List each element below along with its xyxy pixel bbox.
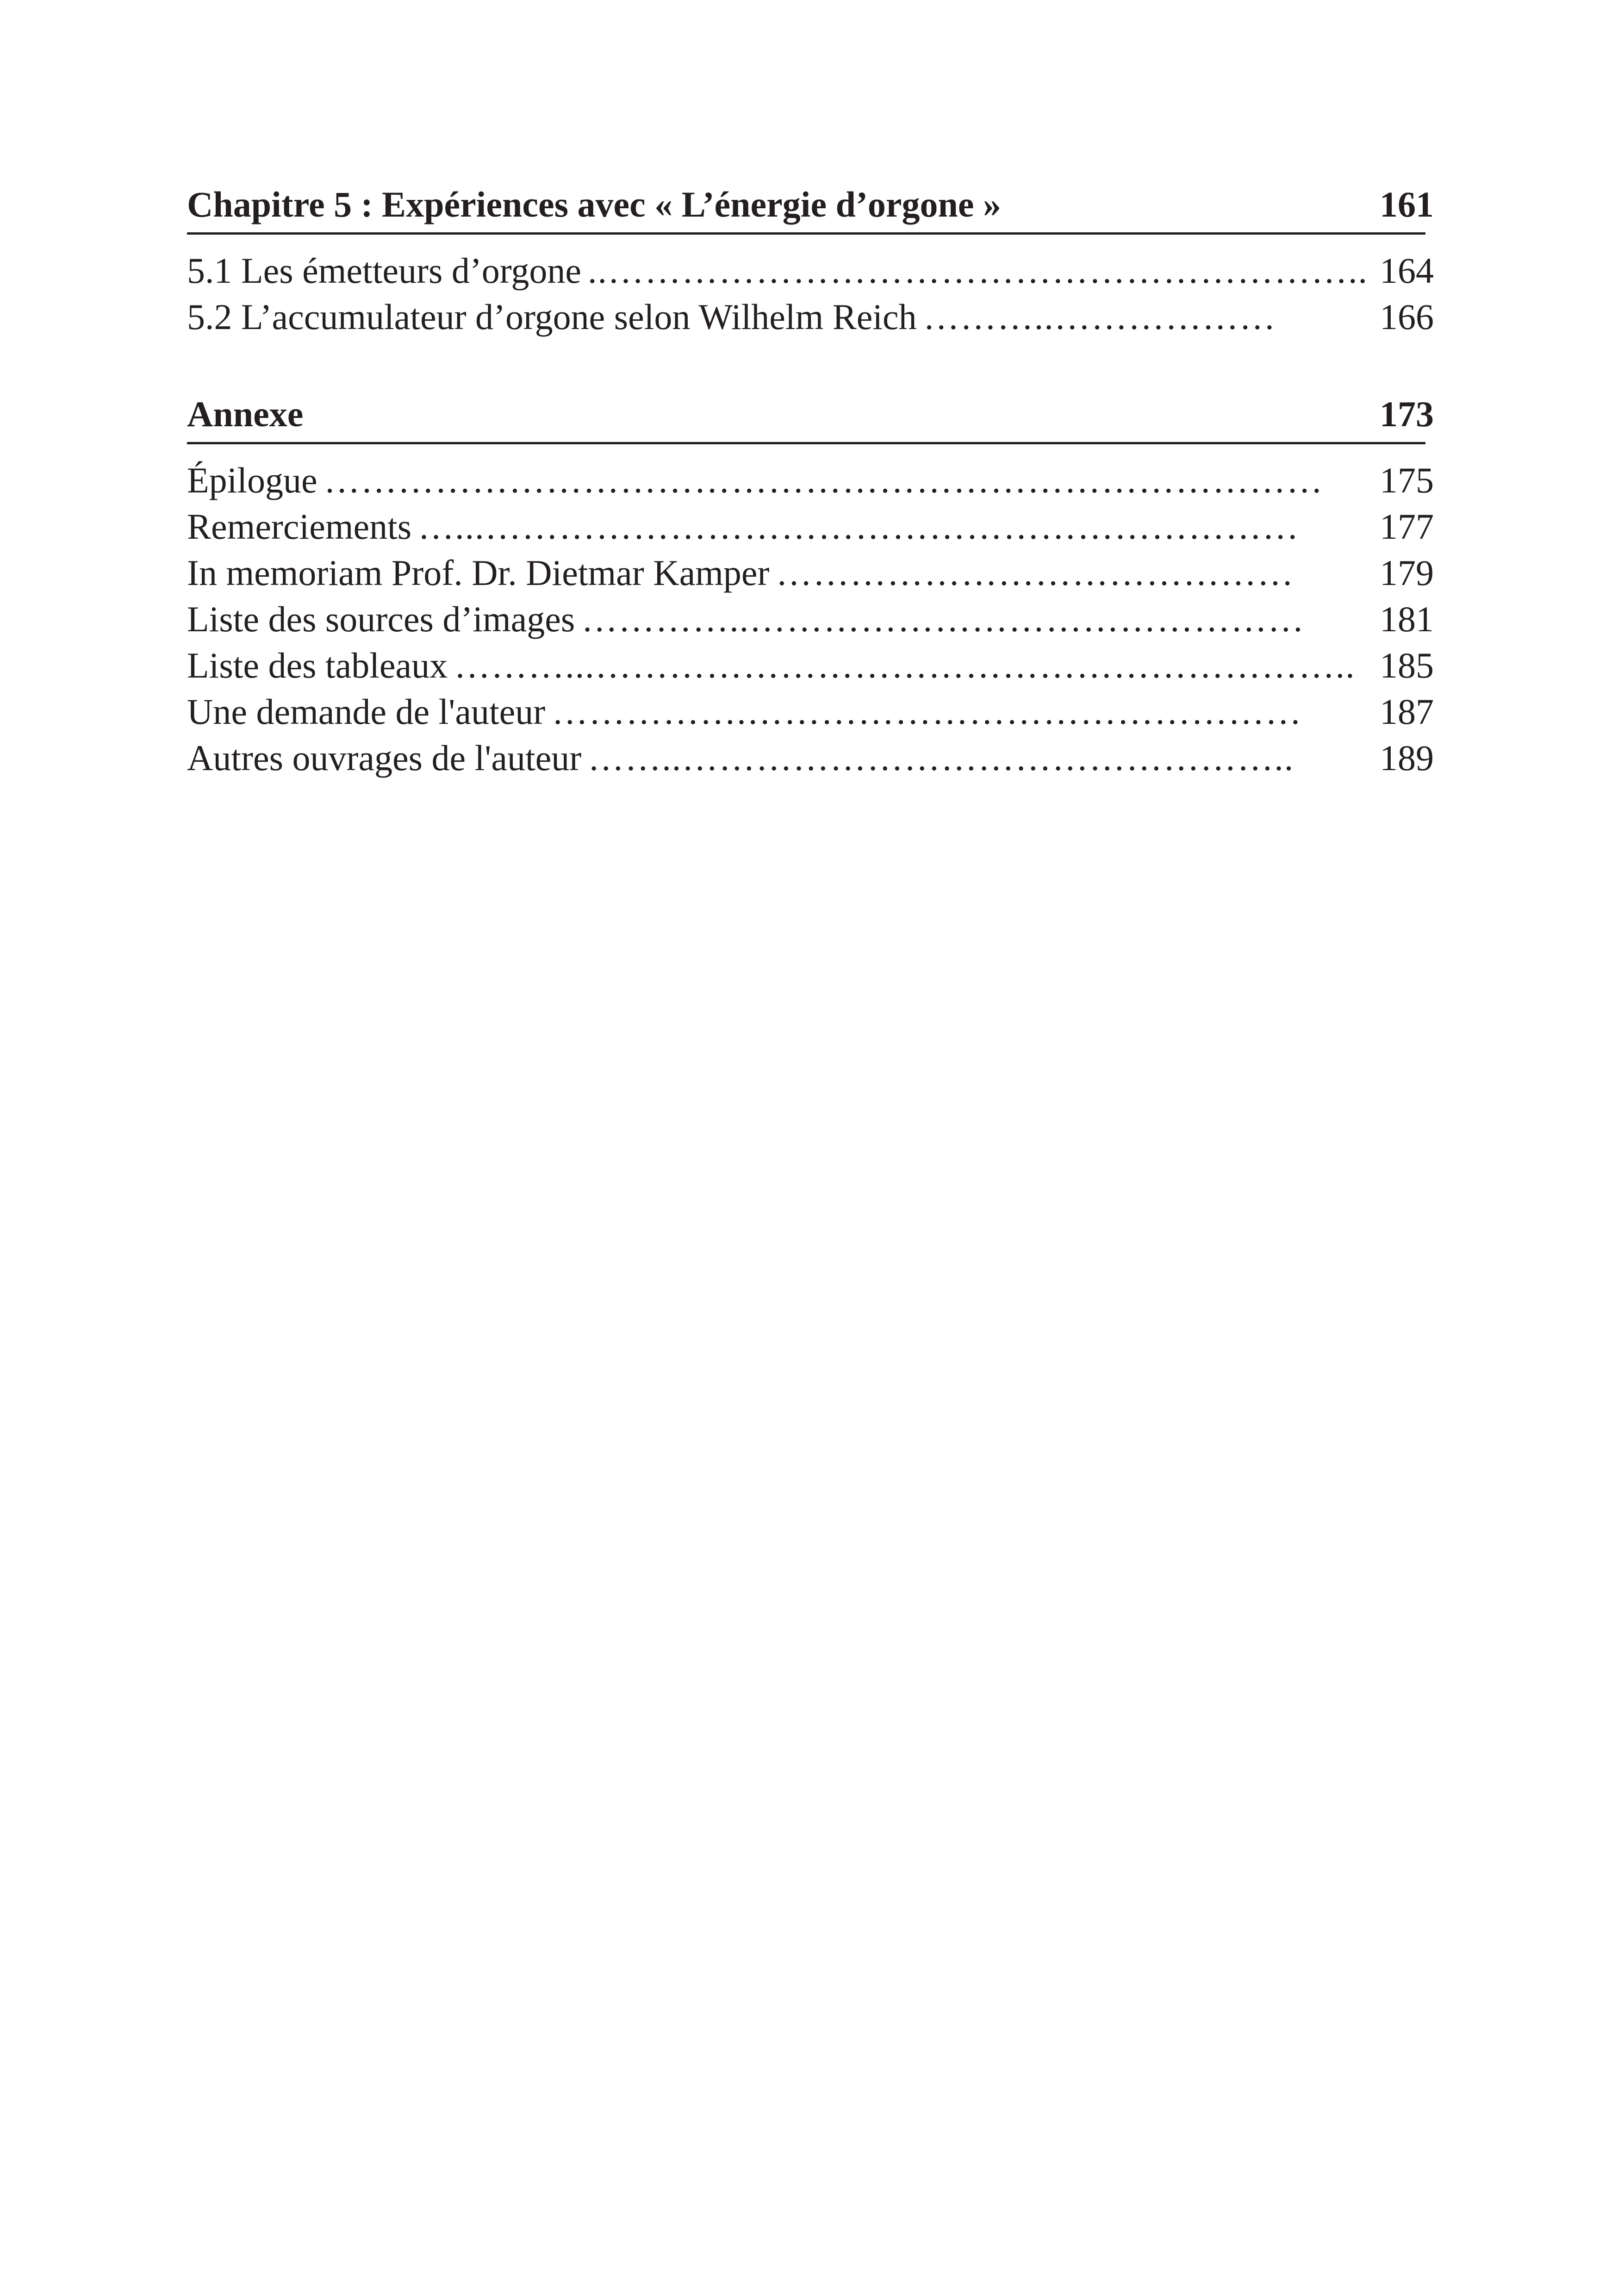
- toc-entry: [187, 294, 1434, 340]
- toc-entry: [187, 689, 1434, 735]
- entry-page-number: 175: [1380, 460, 1434, 500]
- section-page-number: 173: [1380, 394, 1434, 434]
- entry-label: In memoriam Prof. Dr. Dietmar Kamper: [187, 553, 770, 593]
- entry-page-number: 177: [1380, 506, 1434, 547]
- entry-page-number: 185: [1380, 645, 1434, 685]
- toc-entry: [187, 735, 1434, 781]
- entry-list: [187, 248, 1434, 340]
- section-title: Chapitre 5 : Expériences avec « L’énergie d’orgone »: [187, 184, 1002, 224]
- dot-leader: ……………………………………: [776, 553, 1294, 593]
- section-page-number: 161: [1380, 184, 1434, 224]
- entry-label: Liste des sources d’images: [187, 599, 575, 639]
- section-spacer: [187, 340, 1434, 391]
- entry-page-number: 166: [1380, 297, 1434, 337]
- section-heading: [187, 391, 1434, 437]
- dot-leader: …………….………………………………………: [552, 691, 1302, 732]
- entry-label: Une demande de l'auteur: [187, 691, 546, 732]
- toc-entry: [187, 248, 1434, 294]
- section-title: Annexe: [187, 394, 304, 434]
- section-heading: [187, 181, 1434, 228]
- dot-leader: …………..………………………………………: [581, 599, 1305, 639]
- dot-leader: ..……………………………………………………..: [587, 250, 1368, 291]
- toc-entry: [187, 550, 1434, 596]
- toc-section-annexe: [187, 391, 1434, 781]
- entry-page-number: 164: [1380, 250, 1434, 291]
- section-divider: [187, 232, 1425, 235]
- entry-page-number: 179: [1380, 553, 1434, 593]
- entry-label: Épilogue: [187, 460, 317, 500]
- entry-label: Remerciements: [187, 506, 412, 547]
- dot-leader: ……..…………………………………………..: [588, 738, 1294, 778]
- toc-entry: [187, 457, 1434, 504]
- entry-label: 5.1 Les émetteurs d’orgone: [187, 250, 581, 291]
- dot-leader: ………………………………………………………………………: [324, 460, 1324, 500]
- toc-section-chapter-5: [187, 181, 1434, 340]
- table-of-contents: [187, 181, 1434, 781]
- entry-page-number: 187: [1380, 691, 1434, 732]
- entry-page-number: 189: [1380, 738, 1434, 778]
- dot-leader: ………...……………………………………………………..: [454, 645, 1356, 685]
- toc-entry: [187, 596, 1434, 642]
- entry-page-number: 181: [1380, 599, 1434, 639]
- dot-leader: ………..………………: [923, 297, 1276, 337]
- entry-list: [187, 457, 1434, 781]
- toc-entry: [187, 642, 1434, 689]
- dot-leader: …...…………………………………………………………: [418, 506, 1300, 547]
- toc-entry: [187, 504, 1434, 550]
- entry-label: Autres ouvrages de l'auteur: [187, 738, 582, 778]
- entry-label: 5.2 L’accumulateur d’orgone selon Wilhelm Reich: [187, 297, 917, 337]
- section-divider: [187, 442, 1425, 444]
- entry-label: Liste des tableaux: [187, 645, 448, 685]
